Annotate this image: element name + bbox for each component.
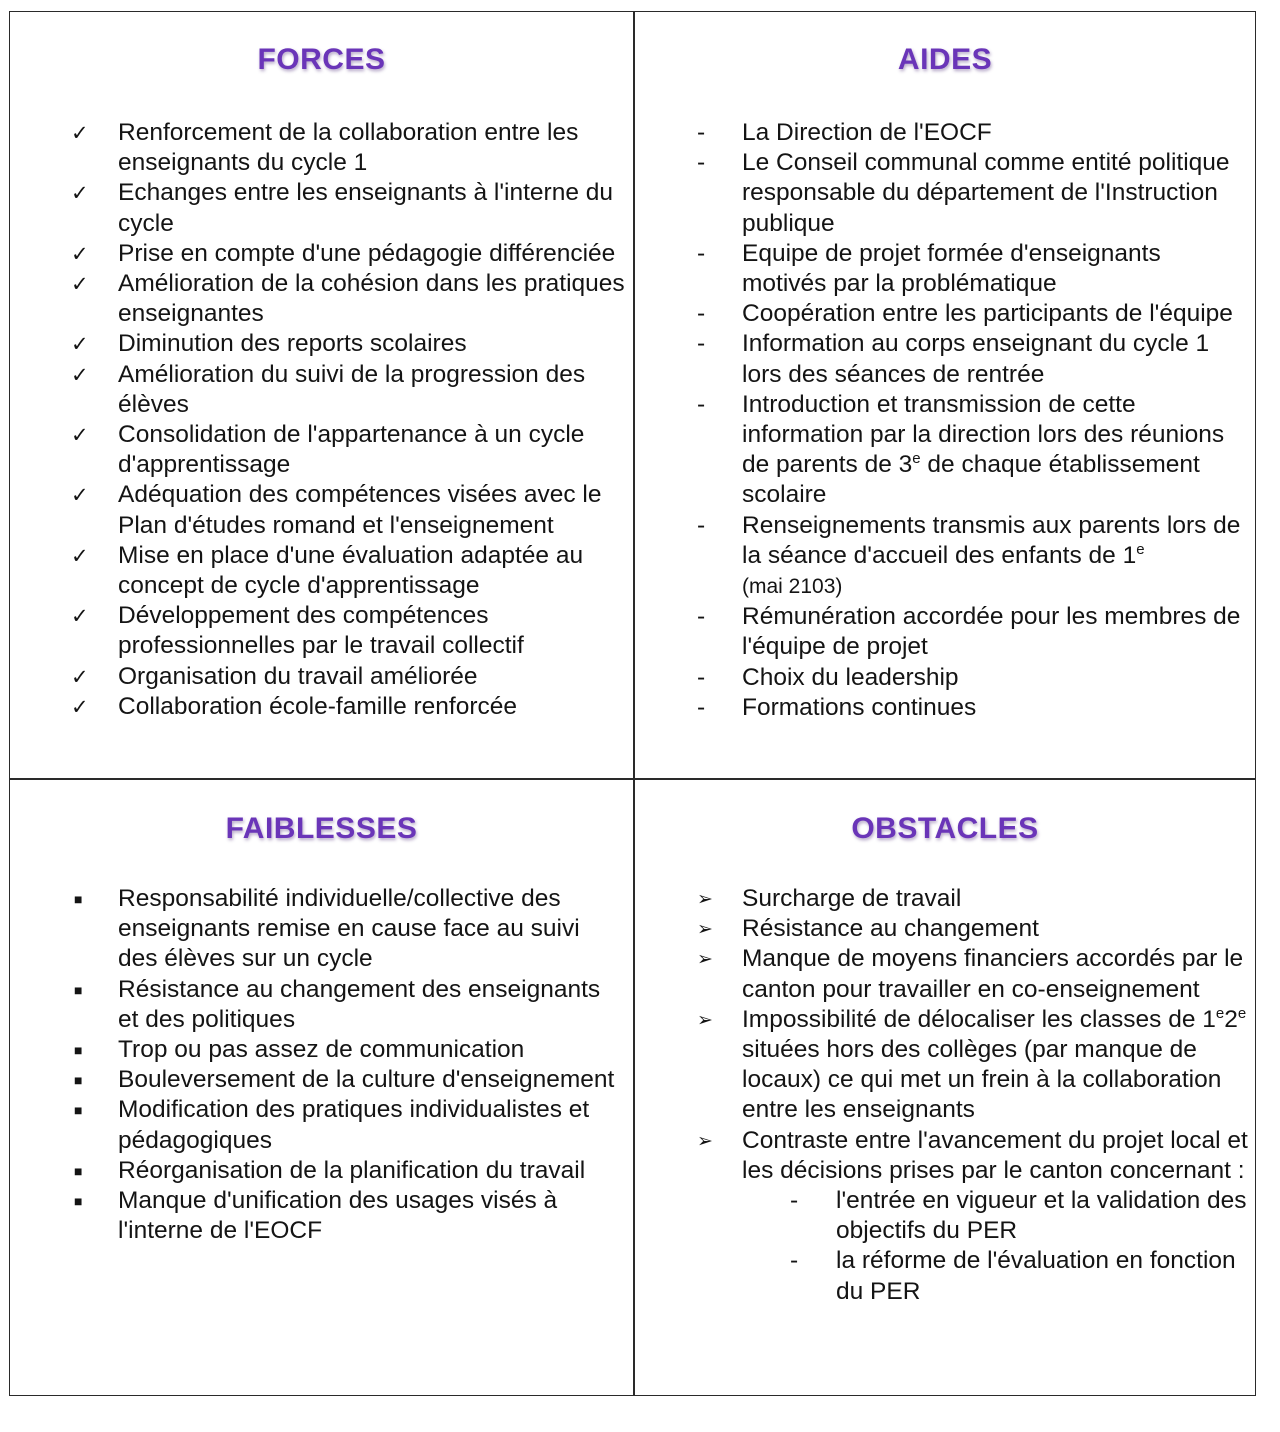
square-bullet-icon: ■ [74, 1102, 83, 1119]
list-item: ■ Réorganisation de la planification du travail [10, 1156, 633, 1186]
dash-bullet-icon: - [697, 693, 706, 721]
list-item: - Le Conseil communal comme entité politique responsable du département de l'Instruction publique [697, 149, 1230, 237]
list-item: ✓ Echanges entre les enseignants à l'interne du cycle [71, 179, 614, 237]
list-item: ✓ Amélioration de la cohésion dans les pratiques enseignantes [71, 270, 625, 328]
checkmark-icon: ✓ [71, 664, 89, 689]
aides-heading: AIDES [897, 43, 993, 76]
list-item: ➢ Contraste entre l'avancement du projet local et les décisions prises par le canton concernant : - l'entrée en vigueur et la validation des objectifs du PER - la réforme de l'évaluation en fonction du PER [635, 1126, 1255, 1307]
obstacles-cell [635, 780, 1255, 1395]
list-item: ➢ Résistance au changement [635, 914, 1255, 944]
list-item: - Renseignements transmis aux parents lors de la séance d'accueil des enfants de 1e (mai 2103) [697, 511, 1241, 599]
list-item: - Rémunération accordée pour les membres de l'équipe de projet [697, 603, 1241, 661]
square-bullet-icon: ■ [74, 1042, 83, 1059]
list-item: ■ Modification des pratiques individualistes et pédagogiques [74, 1096, 590, 1154]
dash-bullet-icon: - [697, 663, 706, 691]
list-item: ■ Bouleversement de la culture d'enseignement [10, 1065, 633, 1095]
checkmark-icon: ✓ [71, 604, 89, 629]
forces-heading: FORCES [257, 43, 386, 76]
list-item: ✓ Amélioration du suivi de la progression des élèves [71, 360, 586, 418]
list-item: ■ Manque d'unification des usages visés à l'interne de l'EOCF [74, 1187, 558, 1245]
square-bullet-icon: ■ [74, 1072, 83, 1089]
dash-bullet-icon: - [697, 239, 706, 267]
checkmark-icon: ✓ [71, 694, 89, 719]
list-item: - Formations continues [635, 693, 1255, 723]
arrow-bullet-icon: ➢ [697, 918, 713, 941]
arrow-bullet-icon: ➢ [697, 1008, 713, 1031]
list-item: - Introduction et transmission de cette information par la direction lors des réunions de parents de 3e de chaque établissement scolaire [697, 390, 1225, 509]
list-item: - Choix du leadership [635, 663, 1255, 693]
dash-bullet-icon: - [697, 149, 706, 177]
checkmark-icon: ✓ [71, 332, 89, 357]
checkmark-icon: ✓ [71, 272, 89, 297]
obstacles-list [635, 884, 1255, 1307]
dash-bullet-icon: - [697, 330, 706, 358]
list-item: ✓ Développement des compétences professionnelles par le travail collectif [71, 602, 524, 660]
list-item: ✓ Adéquation des compétences visées avec le Plan d'études romand et l'enseignement [71, 481, 602, 539]
checkmark-icon: ✓ [71, 423, 89, 448]
arrow-bullet-icon: ➢ [697, 1129, 713, 1152]
list-item: ■ Trop ou pas assez de communication [10, 1035, 633, 1065]
square-bullet-icon: ■ [74, 1193, 83, 1210]
arrow-bullet-icon: ➢ [697, 948, 713, 971]
obstacles-sublist [742, 1186, 1251, 1307]
list-item: ✓ Organisation du travail améliorée [10, 662, 633, 692]
list-item: ✓ Diminution des reports scolaires [10, 329, 633, 359]
dash-bullet-icon: - [790, 1247, 799, 1275]
checkmark-icon: ✓ [71, 362, 89, 387]
dash-bullet-icon: - [697, 119, 706, 146]
dash-bullet-icon: - [697, 603, 706, 631]
list-item: ✓ Renforcement de la collaboration entre les enseignants du cycle 1 [71, 119, 579, 177]
list-item: - Coopération entre les participants de l'équipe [635, 299, 1255, 329]
list-item: - Equipe de projet formée d'enseignants motivés par la problématique [697, 239, 1161, 298]
arrow-bullet-icon: ➢ [697, 888, 713, 910]
obstacles-heading: OBSTACLES [851, 812, 1039, 845]
checkmark-icon: ✓ [71, 181, 89, 206]
list-item: ➢ Manque de moyens financiers accordés par le canton pour travailler en co-enseignement [697, 945, 1244, 1003]
list-item: - La Direction de l'EOCF [635, 118, 1255, 148]
sublist-item: - l'entrée en vigueur et la validation des objectifs du PER [790, 1187, 1247, 1245]
list-item: ✓ Mise en place d'une évaluation adaptée au concept de cycle d'apprentissage [71, 541, 584, 600]
aides-cell [635, 12, 1255, 778]
faiblesses-cell [10, 780, 633, 1395]
list-item: ➢ Surcharge de travail [635, 884, 1255, 914]
square-bullet-icon: ■ [74, 891, 83, 907]
dash-bullet-icon: - [697, 511, 706, 539]
list-item: ✓ Consolidation de l'appartenance à un cycle d'apprentissage [71, 421, 585, 479]
forces-cell [10, 12, 633, 778]
list-item: ■ Responsabilité individuelle/collective des enseignants remise en cause face au suivi des élèves sur un cycle [74, 885, 580, 973]
list-item: - Information au corps enseignant du cycle 1 lors des séances de rentrée [697, 330, 1210, 388]
dash-bullet-icon: - [790, 1187, 799, 1215]
sublist-item: - la réforme de l'évaluation en fonction du PER [790, 1247, 1236, 1305]
checkmark-icon: ✓ [71, 121, 89, 145]
list-item: ■ Résistance au changement des enseignants et des politiques [74, 975, 601, 1033]
swot-table [9, 11, 1256, 1396]
square-bullet-icon: ■ [74, 1162, 83, 1179]
list-item: ✓ Collaboration école-famille renforcée [10, 692, 633, 722]
dash-bullet-icon: - [697, 300, 706, 328]
list-item: ✓ Prise en compte d'une pédagogie différenciée [10, 239, 633, 269]
dash-bullet-icon: - [697, 390, 706, 418]
list-item: ➢ Impossibilité de délocaliser les classes de 1e2e situées hors des collèges (par manque de locaux) ce qui met un frein à la collaboration entre les enseignants [697, 1004, 1247, 1124]
checkmark-icon: ✓ [71, 543, 89, 568]
checkmark-icon: ✓ [71, 483, 89, 508]
faiblesses-list [10, 884, 633, 1246]
forces-list [10, 118, 633, 722]
square-bullet-icon: ■ [74, 981, 83, 998]
faiblesses-heading: FAIBLESSES [225, 812, 418, 845]
checkmark-icon: ✓ [71, 241, 89, 266]
aides-list [635, 118, 1255, 723]
